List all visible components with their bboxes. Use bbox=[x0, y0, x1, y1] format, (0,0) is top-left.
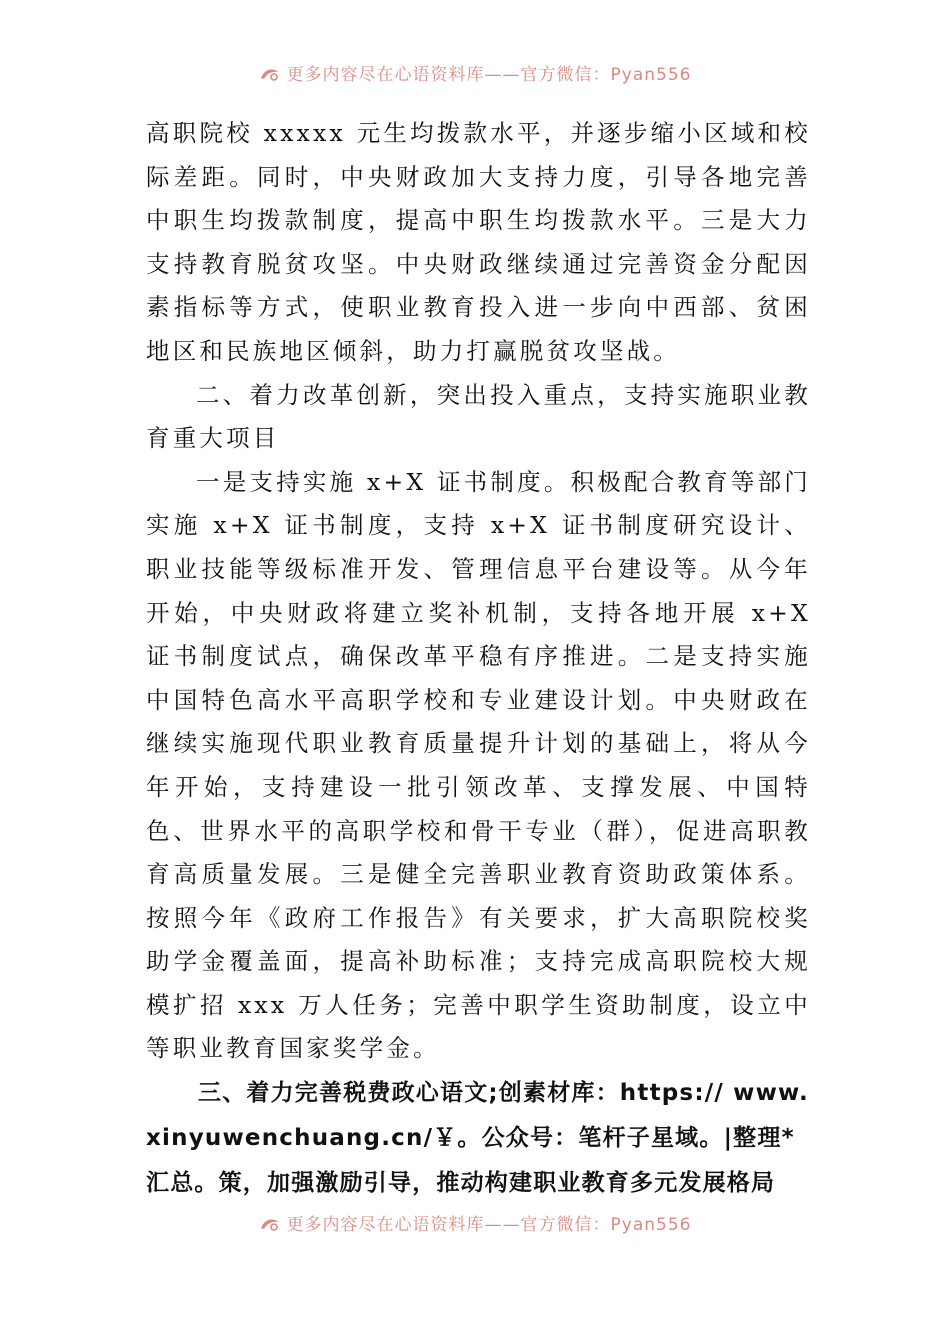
logo-icon bbox=[259, 66, 281, 82]
document-body bbox=[146, 112, 811, 1206]
watermark-text: 更多内容尽在心语资料库——官方微信：Pyan556 bbox=[286, 65, 692, 85]
section-heading-3: 三、着力完善税费政心语文;创素材库：https:// www.xinyuwenchuang.cn/￥。公众号：笔杆子星域。|整理*汇总。策，加强激励引导，推动构建职业教育多元发展格局 bbox=[146, 1080, 809, 1197]
logo-icon bbox=[259, 1216, 281, 1232]
paragraph-2: 一是支持实施 x+X 证书制度。积极配合教育等部门实施 x+X 证书制度，支持 x+X 证书制度研究设计、职业技能等级标准开发、管理信息平台建设等。从今年开始，中央财政将建立奖补机制，支持各地开展 x+X 证书制度试点，确保改革平稳有序推进。二是支持实施中国特色高水平高职学校和专业建设计划。中央财政在继续实施现代职业教育质量提升计划的基础上，将从今年开始，支持建设一批引领改革、支撑发展、中国特色、世界水平的高职学校和骨干专业（群），促进高职教育高质量发展。三是健全完善职业教育资助政策体系。按照今年《政府工作报告》有关要求，扩大高职院校奖助学金覆盖面，提高补助标准；支持完成高职院校大规模扩招 xxx 万人任务；完善中职学生资助制度，设立中等职业教育国家奖学金。 bbox=[146, 467, 811, 1063]
section-heading-2: 二、着力改革创新，突出投入重点，支持实施职业教育重大项目 bbox=[146, 380, 811, 453]
watermark-text: 更多内容尽在心语资料库——官方微信：Pyan556 bbox=[286, 1215, 692, 1235]
paragraph-1: 高职院校 xxxxx 元生均拨款水平，并逐步缩小区域和校际差距。同时，中央财政加大支持力度，引导各地完善中职生均拨款制度，提高中职生均拨款水平。三是大力支持教育脱贫攻坚。中央财政继续通过完善资金分配因素指标等方式，使职业教育投入进一步向中西部、贫困地区和民族地区倾斜，助力打赢脱贫攻坚战。 bbox=[146, 119, 811, 365]
footer-watermark bbox=[0, 1210, 950, 1235]
header-watermark bbox=[0, 60, 950, 85]
